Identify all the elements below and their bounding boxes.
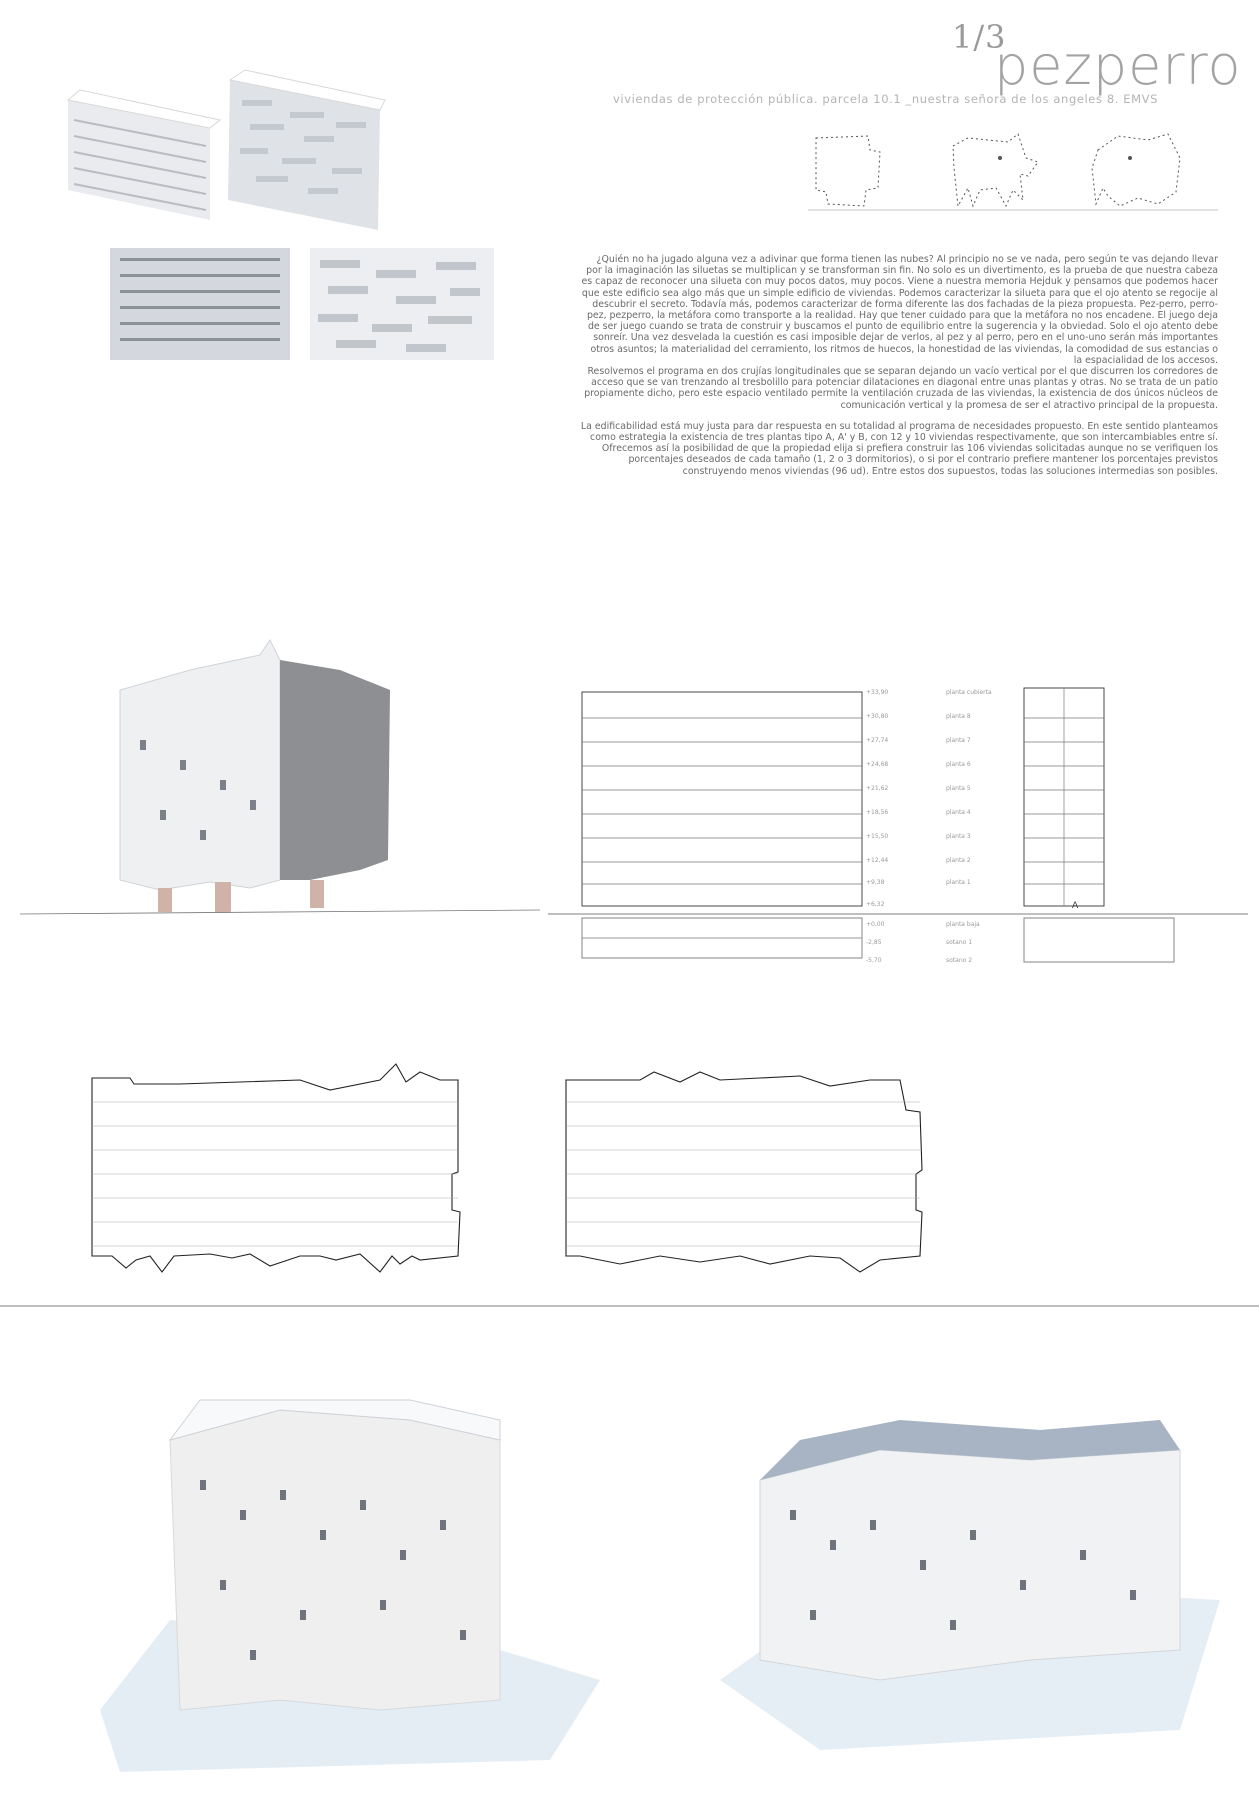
cloud-sketch	[816, 136, 880, 206]
elevation-dog	[92, 1064, 460, 1272]
sheet-number: 1/3	[952, 18, 1007, 56]
svg-text:+30,80: +30,80	[866, 713, 889, 720]
level-ticks	[866, 689, 888, 964]
model-photo-perspective	[10, 630, 550, 920]
model-building-body	[170, 1410, 500, 1710]
model-photo-facades	[106, 240, 506, 365]
dog-sketch	[953, 134, 1038, 206]
project-subtitle: viviendas de protección pública. parcela 10.1 _nuestra señora de los angeles 8. EMVS	[613, 92, 1159, 106]
svg-text:planta 7: planta 7	[946, 737, 971, 744]
svg-text:+6,32: +6,32	[866, 901, 885, 908]
description-paragraph-1: ¿Quién no ha jugado alguna vez a adivinar que forma tienen las nubes? Al principio no se ve nada, pero según te vas dejando llevar por la imaginación las siluetas se multiplican y se transforman sin fin. No solo es un divertimento, es la prueba de que nuestra cabeza es capaz de reconocer una silueta con muy pocos datos, muy pocos. Viene a nuestra memoria Hejduk y pensamos que podemos hacer que este edificio sea algo más que un simple edificio de viviendas. Podemos caracterizar la silueta para que el ojo atento se regocije al descubrir el secreto. Todavía más, podemos caracterizar de forma diferente las dos fachadas de la pieza propuesta. Pez-perro, perro-pez, pezperro, la metáfora como transporte a la realidad. Hay que tener cuidado para que la metáfora no nos encadene. El juego deja de ser juego cuando se trata de construir y buscamos el punto de equilibrio entre la sugerencia y la obviedad. Solo el ojo atento debe sonreír. Una vez desvelada la cuestión es casi imposible dejar de verlos, al pez y al perro, pero en el uno-uno serán más importantes otros asuntos; la materialidad del cerramiento, los ritmos de huecos, la honestidad de las viviendas, la comodidad de sus estancias o la espacialidad de los accesos.	[581, 254, 1218, 366]
svg-text:planta 4: planta 4	[946, 809, 971, 816]
model-building-front	[120, 640, 280, 890]
longitudinal-section	[582, 692, 862, 958]
fish-sketch	[1092, 134, 1180, 206]
description-paragraph-2: Resolvemos el programa en dos crujías longitudinales que se separan dejando un vacío vertical por el que discurren los corredores de acceso que se van trenzando al tresbolillo para potenciar dilataciones en diagonal entre unas plantas y otras. No se trata de un patio propiamente dicho, pero este espacio ventilado permite la ventilación cruzada de las viviendas, la existencia de dos únicos núcleos de comunicación vertical y la promesa de ser el atractivo principal de la propuesta.	[584, 366, 1218, 411]
description-paragraph-4: Ofrecemos así la posibilidad de que la propiedad elija si prefiera construir las 106 viviendas solicitadas aunque no se verifiquen los porcentajes deseados de cada tamaño (1, 2 o 3 dormitorios), o si por el contrario prefiere mantener los porcentajes previstos construyendo menos viviendas (96 ud). Entre estos dos supuestos, todas las soluciones intermedias son posibles.	[601, 443, 1218, 477]
svg-text:sotano 2: sotano 2	[946, 957, 973, 964]
svg-text:+12,44: +12,44	[866, 857, 889, 864]
svg-text:+0,00: +0,00	[866, 921, 885, 928]
core-label: A	[1072, 901, 1079, 911]
svg-text:sotano 1: sotano 1	[946, 939, 973, 946]
svg-text:+15,50: +15,50	[866, 833, 889, 840]
silhouette-sketches	[808, 128, 1228, 218]
svg-text:-5,70: -5,70	[866, 957, 882, 964]
svg-text:planta 8: planta 8	[946, 713, 971, 720]
model-slab-left	[68, 90, 220, 220]
svg-text:planta 2: planta 2	[946, 857, 971, 864]
svg-text:+24,68: +24,68	[866, 761, 889, 768]
project-description	[580, 254, 1218, 477]
svg-text:planta 3: planta 3	[946, 833, 971, 840]
building-sections	[548, 670, 1248, 970]
svg-text:-2,85: -2,85	[866, 939, 882, 946]
svg-text:planta 1: planta 1	[946, 879, 971, 886]
model-photo-aerial	[60, 60, 390, 235]
project-title: pezperro	[994, 34, 1242, 97]
svg-text:planta 5: planta 5	[946, 785, 971, 792]
model-building-side	[280, 660, 390, 880]
svg-text:+18,56: +18,56	[866, 809, 889, 816]
model-photo-bottom-right	[700, 1400, 1240, 1760]
model-building-body-2	[760, 1450, 1180, 1680]
model-photo-bottom-left	[80, 1380, 620, 1780]
floor-labels	[946, 689, 992, 964]
svg-text:+27,74: +27,74	[866, 737, 889, 744]
model-facade-left	[110, 248, 290, 360]
svg-text:+21,62: +21,62	[866, 785, 889, 792]
building-elevations	[0, 1050, 1259, 1310]
svg-text:planta baja: planta baja	[946, 921, 980, 928]
transverse-section	[1024, 688, 1174, 962]
svg-text:planta 6: planta 6	[946, 761, 971, 768]
model-facade-right	[310, 248, 494, 360]
level-label: +33,90	[866, 689, 889, 696]
svg-text:planta cubierta: planta cubierta	[946, 689, 992, 696]
description-paragraph-3: La edificabilidad está muy justa para dar respuesta en su totalidad al programa de necesidades propuesto. En este sentido planteamos como estrategia la existencia de tres plantas tipo A, A' y B, con 12 y 10 viviendas respectivamente, que son intercambiables entre sí.	[580, 420, 1218, 444]
svg-text:+9,38: +9,38	[866, 879, 885, 886]
model-slab-right	[228, 70, 385, 230]
